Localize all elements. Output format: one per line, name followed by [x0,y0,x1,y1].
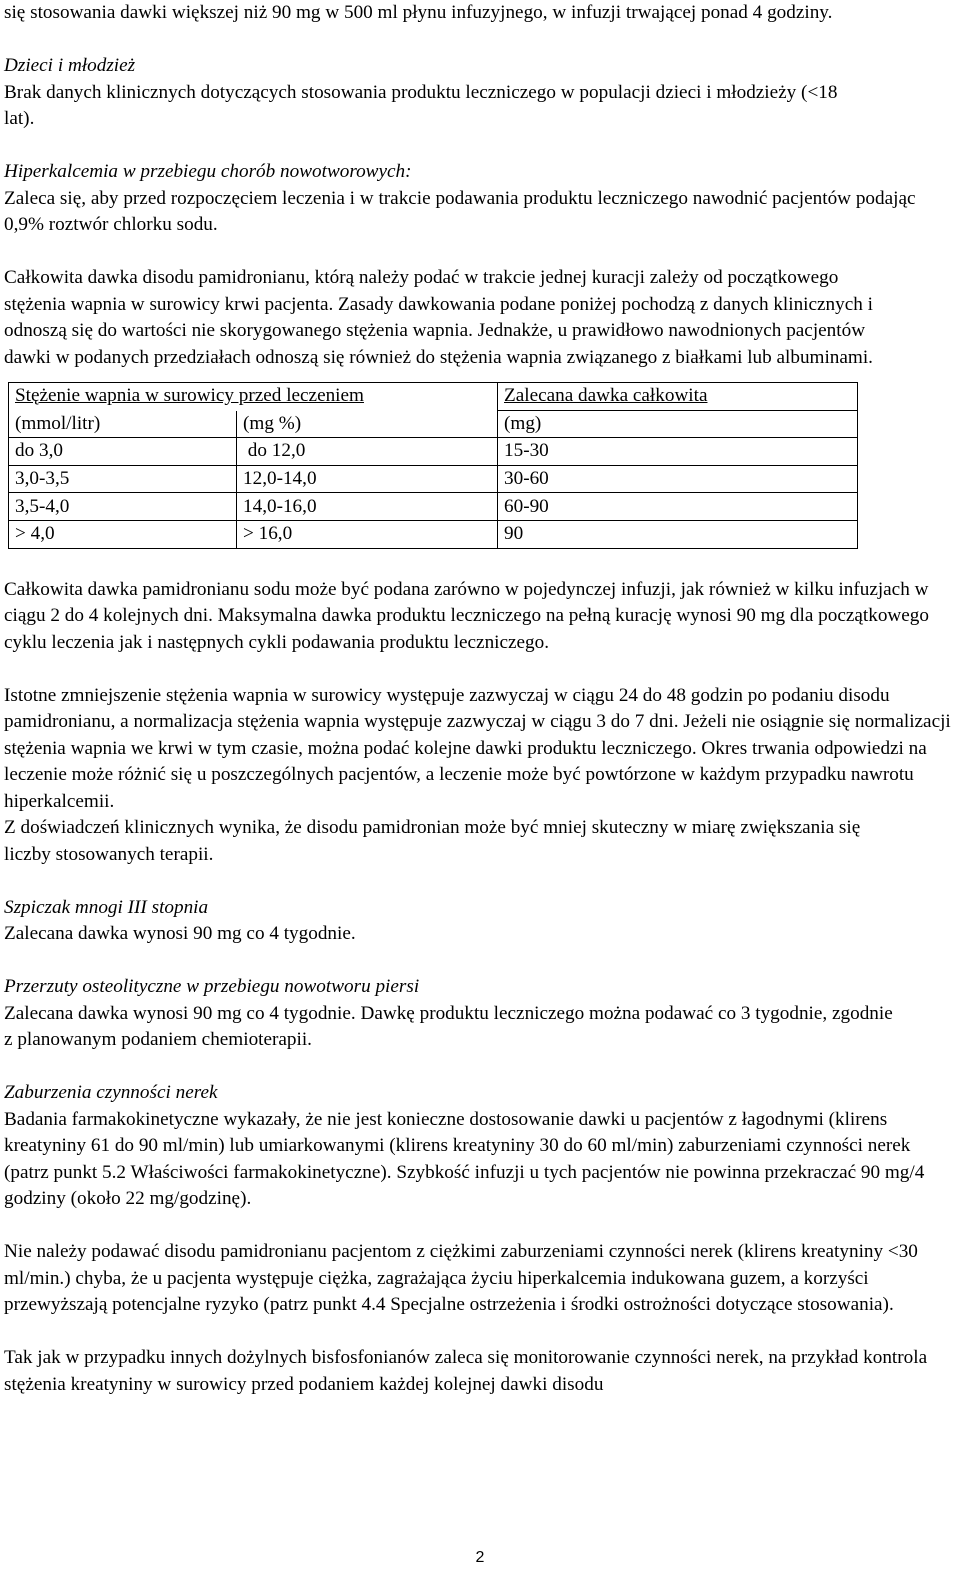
paragraph-efficacy: Z doświadczeń klinicznych wynika, że disodu pamidronian może być mniej skuteczny w miarę zwiększania się liczby stosowanych terapii. [4,817,861,865]
heading-myeloma: Szpiczak mnogi III stopnia [4,896,209,918]
table-cell: 30-60 [498,465,858,493]
heading-children: Dzieci i młodzież [4,55,136,76]
paragraph-breast-cancer: Zalecana dawka wynosi 90 mg co 4 tygodnie. Dawkę produktu leczniczego można podawać co 3 tygodnie, zgodnie z planowanym podaniem chemioterapii. [4,1002,893,1051]
paragraph-children: Brak danych klinicznych dotyczących stosowania produktu leczniczego w populacji dzieci i młodzieży (<18 lat). [4,81,838,129]
heading-breast-cancer: Przerzuty osteolityczne w przebiegu nowotworu piersi [4,976,420,998]
dosage-table [8,382,858,549]
table-unit-mg: (mg) [498,410,858,438]
table-row [9,465,858,493]
document-page [4,0,954,1398]
table-cell: do 12,0 [237,438,498,466]
table-row [9,520,858,548]
table-row [9,438,858,466]
paragraph-severe-renal: Nie należy podawać disodu pamidronianu pacjentom z ciężkimi zaburzeniami czynności nerek (klirens kreatyniny <30 ml/min.) chyba, że u pacjenta występuje ciężka, zagrażająca życiu hiperkalcemia indukowana guzem, a korzyści przewyższają potencjalne ryzyko (patrz punkt 4.4 Specjalne ostrzeżenia i środki ostrożności dotyczące stosowania). [4,1241,918,1316]
table-cell: 3,5-4,0 [9,493,237,521]
paragraph-myeloma: Zalecana dawka wynosi 90 mg co 4 tygodnie. [4,923,356,945]
paragraph-infusion-schedule: Całkowita dawka pamidronianu sodu może być podana zarówno w pojedynczej infuzji, jak również w kilku infuzjach w ciągu 2 do 4 kolejnych dni. Maksymalna dawka produktu leczniczego na pełną kurację wynosi 90 mg dla początkowego cyklu leczenia jak i następnych cykli podawania produktu leczniczego. [4,578,929,653]
table-row [9,493,858,521]
table-header-calcium: Stężenie wapnia w surowicy przed leczeniem [9,383,498,411]
heading-renal: Zaburzenia czynności nerek [4,1082,218,1104]
table-cell: 60-90 [498,493,858,521]
heading-hypercalcemia: Hiperkalcemia w przebiegu chorób nowotworowych: [4,161,412,182]
table-cell: > 16,0 [237,520,498,548]
table-header-dose: Zalecana dawka całkowita [498,383,858,411]
table-cell: 3,0-3,5 [9,465,237,493]
paragraph-calcium-decrease: Istotne zmniejszenie stężenia wapnia w surowicy występuje zazwyczaj w ciągu 24 do 48 godzin po podaniu disodu pamidronianu, a normalizacja stężenia wapnia występuje zazwyczaj w ciągu 3 do 7 dni. Jeżeli nie osiągnie się normalizacji stężenia wapnia we krwi w tym czasie, można podać kolejne dawki produktu leczniczego. Okres trwania odpowiedzi na leczenie może różnić się u poszczególnych pacjentów, a leczenie może być powtórzone w każdym przypadku nawrotu hiperkalcemii. [4,684,951,812]
table-cell: do 3,0 [9,438,237,466]
paragraph-hydration: Zaleca się, aby przed rozpoczęciem leczenia i w trakcie podawania produktu leczniczego nawodnić pacjentów podając 0,9% roztwór chlorku sodu. [4,187,916,235]
table-cell: 90 [498,520,858,548]
paragraph-infusion: się stosowania dawki większej niż 90 mg w 500 ml płynu infuzyjnego, w infuzji trwającej ponad 4 godziny. [4,2,833,23]
paragraph-total-dose: Całkowita dawka disodu pamidronianu, którą należy podać w trakcie jednej kuracji zależy od początkowego stężenia wapnia w surowicy krwi pacjenta. Zasady dawkowania podane poniżej pochodzą z danych klinicznych i odnoszą się do wartości nie skorygowanego stężenia wapnia. Jednakże, u prawidłowo nawodnionych pacjentów dawki w podanych przedziałach odnoszą się również do stężenia wapnia związanego z białkami lub albuminami. [4,267,873,368]
table-unit-mgpct: (mg %) [237,410,498,438]
table-unit-mmol: (mmol/litr) [9,410,237,438]
table-cell: > 4,0 [9,520,237,548]
page-number: 2 [475,1549,485,1566]
table-cell: 14,0-16,0 [237,493,498,521]
paragraph-renal: Badania farmakokinetyczne wykazały, że nie jest konieczne dostosowanie dawki u pacjentów z łagodnymi (klirens kreatyniny 61 do 90 ml/min) lub umiarkowanymi (klirens kreatyniny 30 do 60 ml/min) zaburzeniami czynności nerek (patrz punkt 5.2 Właściwości farmakokinetyczne). Szybkość infuzji u tych pacjentów nie powinna przekraczać 90 mg/4 godziny (około 22 mg/godzinę). [4,1108,925,1210]
paragraph-monitoring: Tak jak w przypadku innych dożylnych bisfosfonianów zaleca się monitorowanie czynności nerek, na przykład kontrola stężenia kreatyniny w surowicy przed podaniem każdej kolejnej dawki disodu [4,1347,928,1395]
table-cell: 15-30 [498,438,858,466]
table-cell: 12,0-14,0 [237,465,498,493]
